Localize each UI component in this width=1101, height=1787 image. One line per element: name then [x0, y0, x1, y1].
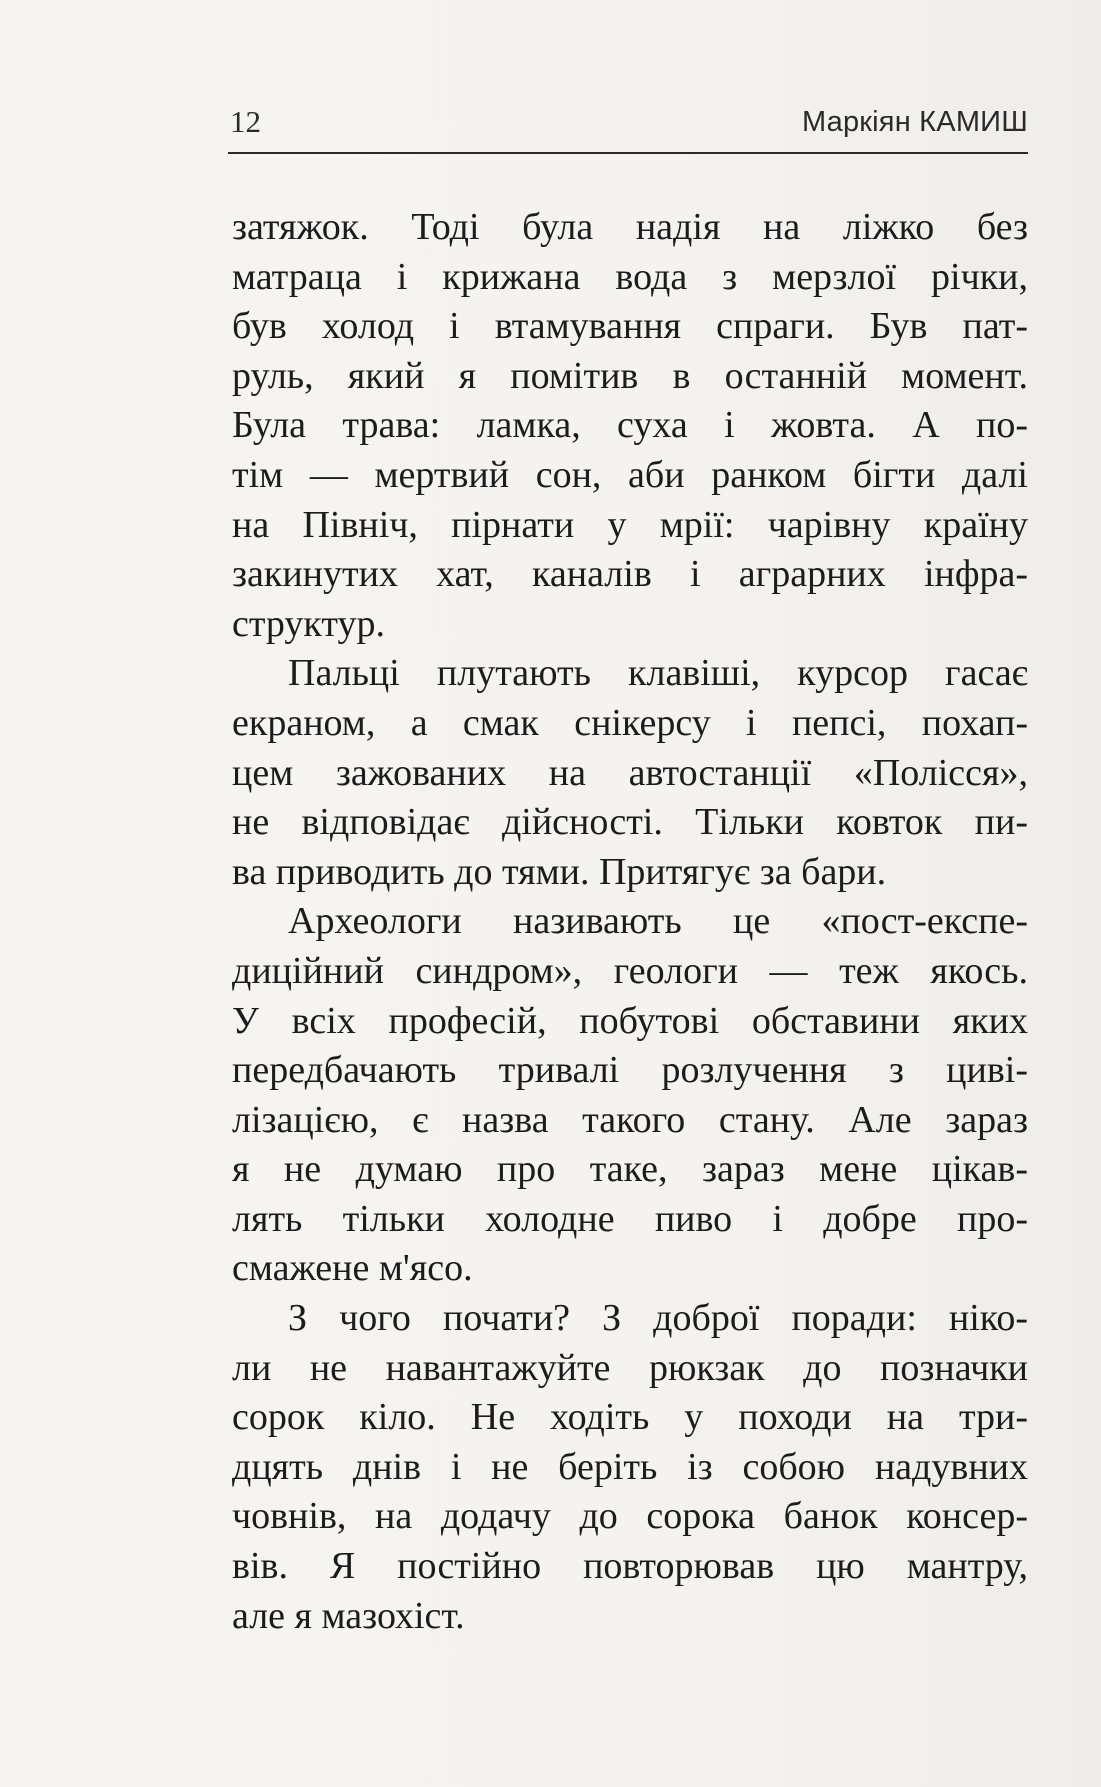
text-line: екраном, а смак снікерсу і пепсі, похап- [232, 701, 1028, 744]
text-line: руль, який я помітив в останній момент. [232, 354, 1028, 397]
text-line: вів. Я постійно повторював цю мантру, [232, 1545, 1028, 1588]
text-line: я не думаю про таке, зараз мене цікав- [232, 1148, 1028, 1191]
text-line: смажене м'ясо. [232, 1247, 473, 1290]
text-line: З чого почати? З доброї поради: ніко- [288, 1297, 1028, 1340]
text-line: дцять днів і не беріть із собою надувних [232, 1445, 1028, 1488]
text-line: цем зажованих на автостанції «Полісся», [232, 751, 1028, 794]
text-line: був холод і втамування спраги. Був пат- [232, 305, 1028, 348]
text-line: У всіх професій, побутові обставини яких [232, 999, 1028, 1042]
author-name: Маркіян КАМИШ [801, 106, 1028, 138]
text-line: тім — мертвий сон, аби ранком бігти далі [232, 453, 1028, 496]
text-line: лізацією, є назва такого стану. Але зараз [232, 1098, 1028, 1141]
text-line: Була трава: ламка, суха і жовта. А по- [232, 404, 1028, 447]
text-line: структур. [232, 602, 386, 645]
text-line: але я мазохіст. [232, 1594, 465, 1637]
running-head [228, 100, 1028, 154]
text-line: Пальці плутають клавіші, курсор гасає [288, 652, 1028, 695]
text-line: ва приводить до тями. Притягує за бари. [232, 850, 887, 893]
text-line: човнів, на додачу до сорока банок консер- [232, 1495, 1028, 1538]
text-line: Археологи називають це «пост-експе- [288, 900, 1028, 943]
text-line: на Північ, пірнати у мрії: чарівну країну [232, 503, 1028, 546]
text-line: не відповідає дійсності. Тільки ковток пи- [232, 801, 1028, 844]
text-line: лять тільки холодне пиво і добре про- [232, 1197, 1028, 1240]
body-text [232, 203, 1028, 1641]
text-line: диційний синдром», геологи — теж якось. [232, 949, 1028, 992]
page-number: 12 [230, 104, 261, 139]
text-line: матраца і крижана вода з мерзлої річки, [232, 255, 1028, 298]
text-line: затяжок. Тоді була надія на ліжко без [232, 206, 1028, 248]
text-line: закинутих хат, каналів і аграрних інфра- [232, 553, 1028, 596]
text-line: сорок кіло. Не ходіть у походи на три- [232, 1396, 1028, 1439]
text-line: ли не навантажуйте рюкзак до позначки [232, 1346, 1028, 1389]
text-line: передбачають тривалі розлучення з циві- [232, 1049, 1028, 1092]
